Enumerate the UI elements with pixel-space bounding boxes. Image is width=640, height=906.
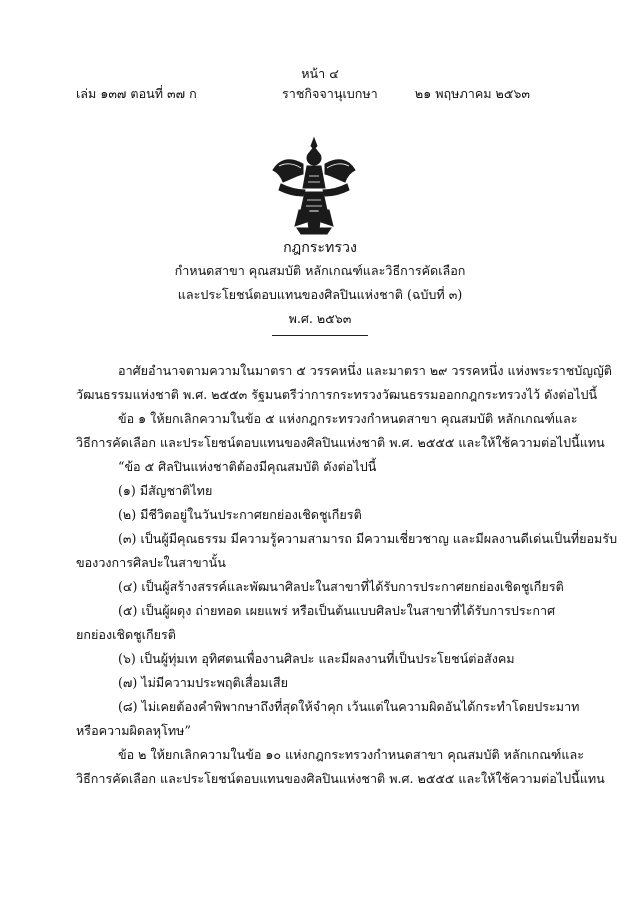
body-line: (๑) มีสัญชาติไทย xyxy=(118,483,213,498)
body-line: ข้อ ๑ ให้ยกเลิกความในข้อ ๕ แห่งกฎกระทรวงกำหนดสาขา คุณสมบัติ หลักเกณฑ์และ xyxy=(118,411,578,426)
body-line: (๕) เป็นผู้ผดุง ถ่ายทอด เผยแพร่ หรือเป็นต้นแบบศิลปะในสาขาที่ได้รับการประกาศ xyxy=(118,603,556,618)
body-line: ยกย่องเชิดชูเกียรติ xyxy=(76,627,176,642)
body-line: วิธีการคัดเลือก และประโยชน์ตอบแทนของศิลปินแห่งชาติ พ.ศ. ๒๕๕๕ และให้ใช้ความต่อไปนี้แทน xyxy=(76,771,605,786)
body-line: (๓) เป็นผู้มีคุณธรรม มีความรู้ความสามารถ มีความเชี่ยวชาญ และมีผลงานดีเด่นเป็นที่ยอมรับ xyxy=(118,531,618,546)
page-number: หน้า ๔ xyxy=(301,66,339,81)
doc-subtitle-line-2: และประโยชน์ตอบแทนของศิลปินแห่งชาติ (ฉบับที่ ๓) xyxy=(177,287,463,302)
body-line: “ข้อ ๕ ศิลปินแห่งชาติต้องมีคุณสมบัติ ดังต่อไปนี้ xyxy=(118,459,377,474)
doc-title: กฎกระทรวง xyxy=(283,240,357,256)
volume-issue: เล่ม ๑๓๗ ตอนที่ ๓๗ ก xyxy=(76,86,197,101)
body-line: อาศัยอำนาจตามความในมาตรา ๕ วรรคหนึ่ง และมาตรา ๒๙ วรรคหนึ่ง แห่งพระราชบัญญัติ xyxy=(118,363,612,378)
body-line: (๖) เป็นผู้ทุ่มเท อุทิศตนเพื่องานศิลปะ และมีผลงานที่เป็นประโยชน์ต่อสังคม xyxy=(118,651,515,666)
body-line: ของวงการศิลปะในสาขานั้น xyxy=(76,555,226,570)
body-line: (๘) ไม่เคยต้องคำพิพากษาถึงที่สุดให้จำคุก เว้นแต่ในความผิดอันได้กระทำโดยประมาท xyxy=(118,699,580,714)
body-line: วิธีการคัดเลือก และประโยชน์ตอบแทนของศิลปินแห่งชาติ พ.ศ. ๒๕๕๕ และให้ใช้ความต่อไปนี้แทน xyxy=(76,435,605,450)
body-line: (๗) ไม่มีความประพฤติเสื่อมเสีย xyxy=(118,675,288,690)
body-line: ข้อ ๒ ให้ยกเลิกความในข้อ ๑๐ แห่งกฎกระทรวงกำหนดสาขา คุณสมบัติ หลักเกณฑ์และ xyxy=(118,747,584,762)
doc-subtitle-line-1: กำหนดสาขา คุณสมบัติ หลักเกณฑ์และวิธีการคัดเลือก xyxy=(174,263,466,278)
garuda-emblem-icon xyxy=(269,136,359,236)
body-line: (๔) เป็นผู้สร้างสรรค์และพัฒนาศิลปะในสาขาที่ได้รับการประกาศยกย่องเชิดชูเกียรติ xyxy=(118,579,564,594)
body-line: วัฒนธรรมแห่งชาติ พ.ศ. ๒๕๕๓ รัฐมนตรีว่าการกระทรวงวัฒนธรรมออกกฎกระทรวงไว้ ดังต่อไปนี้ xyxy=(76,387,598,402)
body-line: (๒) มีชีวิตอยู่ในวันประกาศยกย่องเชิดชูเกียรติ xyxy=(118,507,362,522)
title-divider xyxy=(272,335,368,336)
publication-date: ๒๑ พฤษภาคม ๒๕๖๓ xyxy=(414,86,530,101)
body-line: หรือความผิดลหุโทษ” xyxy=(76,723,191,738)
gazette-name: ราชกิจจานุเบกษา xyxy=(282,86,378,101)
doc-year: พ.ศ. ๒๕๖๓ xyxy=(288,311,352,326)
